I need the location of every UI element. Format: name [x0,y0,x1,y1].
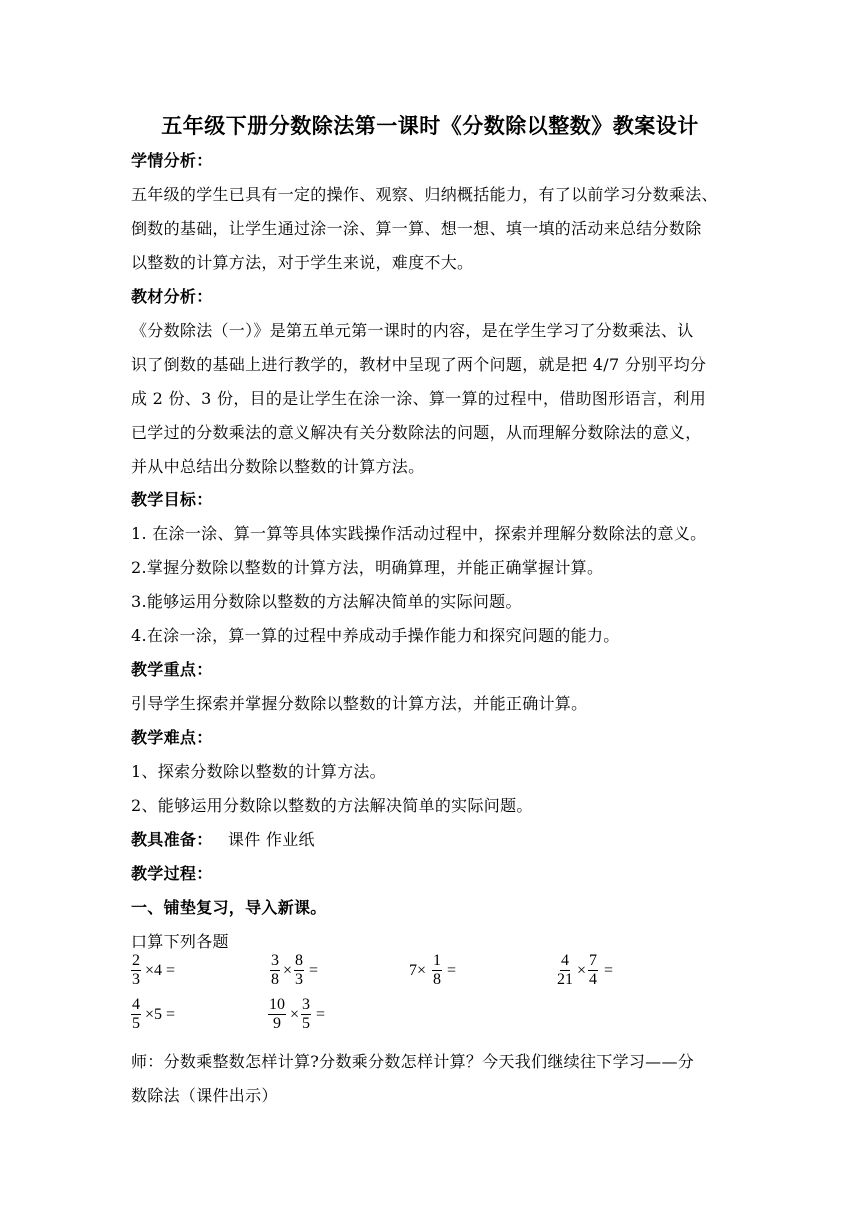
equals-sign: = [316,1006,326,1023]
teacher-line: 师：分数乘整数怎样计算?分数乘分数怎样计算？今天我们继续往下学习——分 [131,1052,695,1071]
objective-item: 2.掌握分数除以整数的计算方法，明确算理，并能正确掌握计算。 [131,558,604,577]
heading-nandian: 教学难点： [131,728,213,747]
expression-rest: ×4 = [145,962,176,979]
heading-xueqing: 学情分析： [131,151,213,170]
difficulty-item: 1、探索分数除以整数的计算方法。 [131,762,386,781]
fraction: $\frac{1}{8}$ [433,952,441,988]
materials-text: 课件 作业纸 [227,830,315,849]
teacher-line: 数除法（课件出示） [131,1086,278,1105]
heading-jiaoju: 教具准备： [131,830,213,849]
objective-item: 1. 在涂一涂、算一算等具体实践操作活动过程中，探索并理解分数除法的意义。 [131,524,707,543]
fraction: $\frac{4}{5}$ [132,996,140,1032]
times-sign: × [290,1006,300,1023]
times-sign: × [283,962,293,979]
equals-sign: = [447,962,457,979]
fraction: $\frac{4}{21}$ [557,952,573,988]
paragraph-line: 五年级的学生已具有一定的操作、观察、归纳概括能力，有了以前学习分数乘法、 [131,185,718,204]
paragraph-line: 倒数的基础，让学生通过涂一涂、算一算、想一想、填一填的活动来总结分数除 [131,219,702,238]
paragraph-line: 引导学生探索并掌握分数除以整数的计算方法，并能正确计算。 [131,694,588,713]
objective-item: 4.在涂一涂，算一算的过程中养成动手操作能力和探究问题的能力。 [131,626,620,645]
difficulty-item: 2、能够运用分数除以整数的方法解决简单的实际问题。 [131,796,533,815]
fraction: $\frac{7}{4}$ [589,952,597,988]
expression-prefix: 7× [409,962,427,979]
paragraph-line: 并从中总结出分数除以整数的计算方法。 [131,457,425,476]
step1-heading: 一、铺垫复习，导入新课。 [131,898,327,917]
fraction: $\frac{3}{8}$ [271,952,279,988]
expression-rest: ×5 = [145,1006,176,1023]
heading-jiaocai: 教材分析： [131,287,213,306]
fraction: $\frac{10}{9}$ [269,996,285,1032]
paragraph-line: 《分数除法（一）》是第五单元第一课时的内容，是在学生学习了分数乘法、认 [131,321,694,340]
paragraph-line: 成 2 份、3 份，目的是让学生在涂一涂、算一算的过程中，借助图形语言，利用 [131,389,707,408]
fraction: $\frac{3}{5}$ [302,996,310,1032]
materials-line [131,827,741,850]
fraction: $\frac{2}{3}$ [132,952,140,988]
heading-mubiao: 教学目标： [131,490,213,509]
heading-guocheng: 教学过程： [131,864,213,883]
paragraph-line: 识了倒数的基础上进行教学的，教材中呈现了两个问题，就是把 4/7 分别平均分 [131,355,707,374]
equals-sign: = [309,962,319,979]
objective-item: 3.能够运用分数除以整数的方法解决简单的实际问题。 [131,592,522,611]
heading-zhongdian: 教学重点： [131,660,213,679]
document-title: 五年级下册分数除法第一课时《分数除以整数》教案设计 [161,114,699,138]
paragraph-line: 已学过的分数乘法的意义解决有关分数除法的问题，从而理解分数除法的意义， [131,423,702,442]
paragraph-line: 以整数的计算方法，对于学生来说，难度不大。 [131,253,474,272]
oral-label: 口算下列各题 [131,932,229,951]
fraction: $\frac{8}{3}$ [295,952,303,988]
equals-sign: = [604,962,614,979]
times-sign: × [577,962,587,979]
